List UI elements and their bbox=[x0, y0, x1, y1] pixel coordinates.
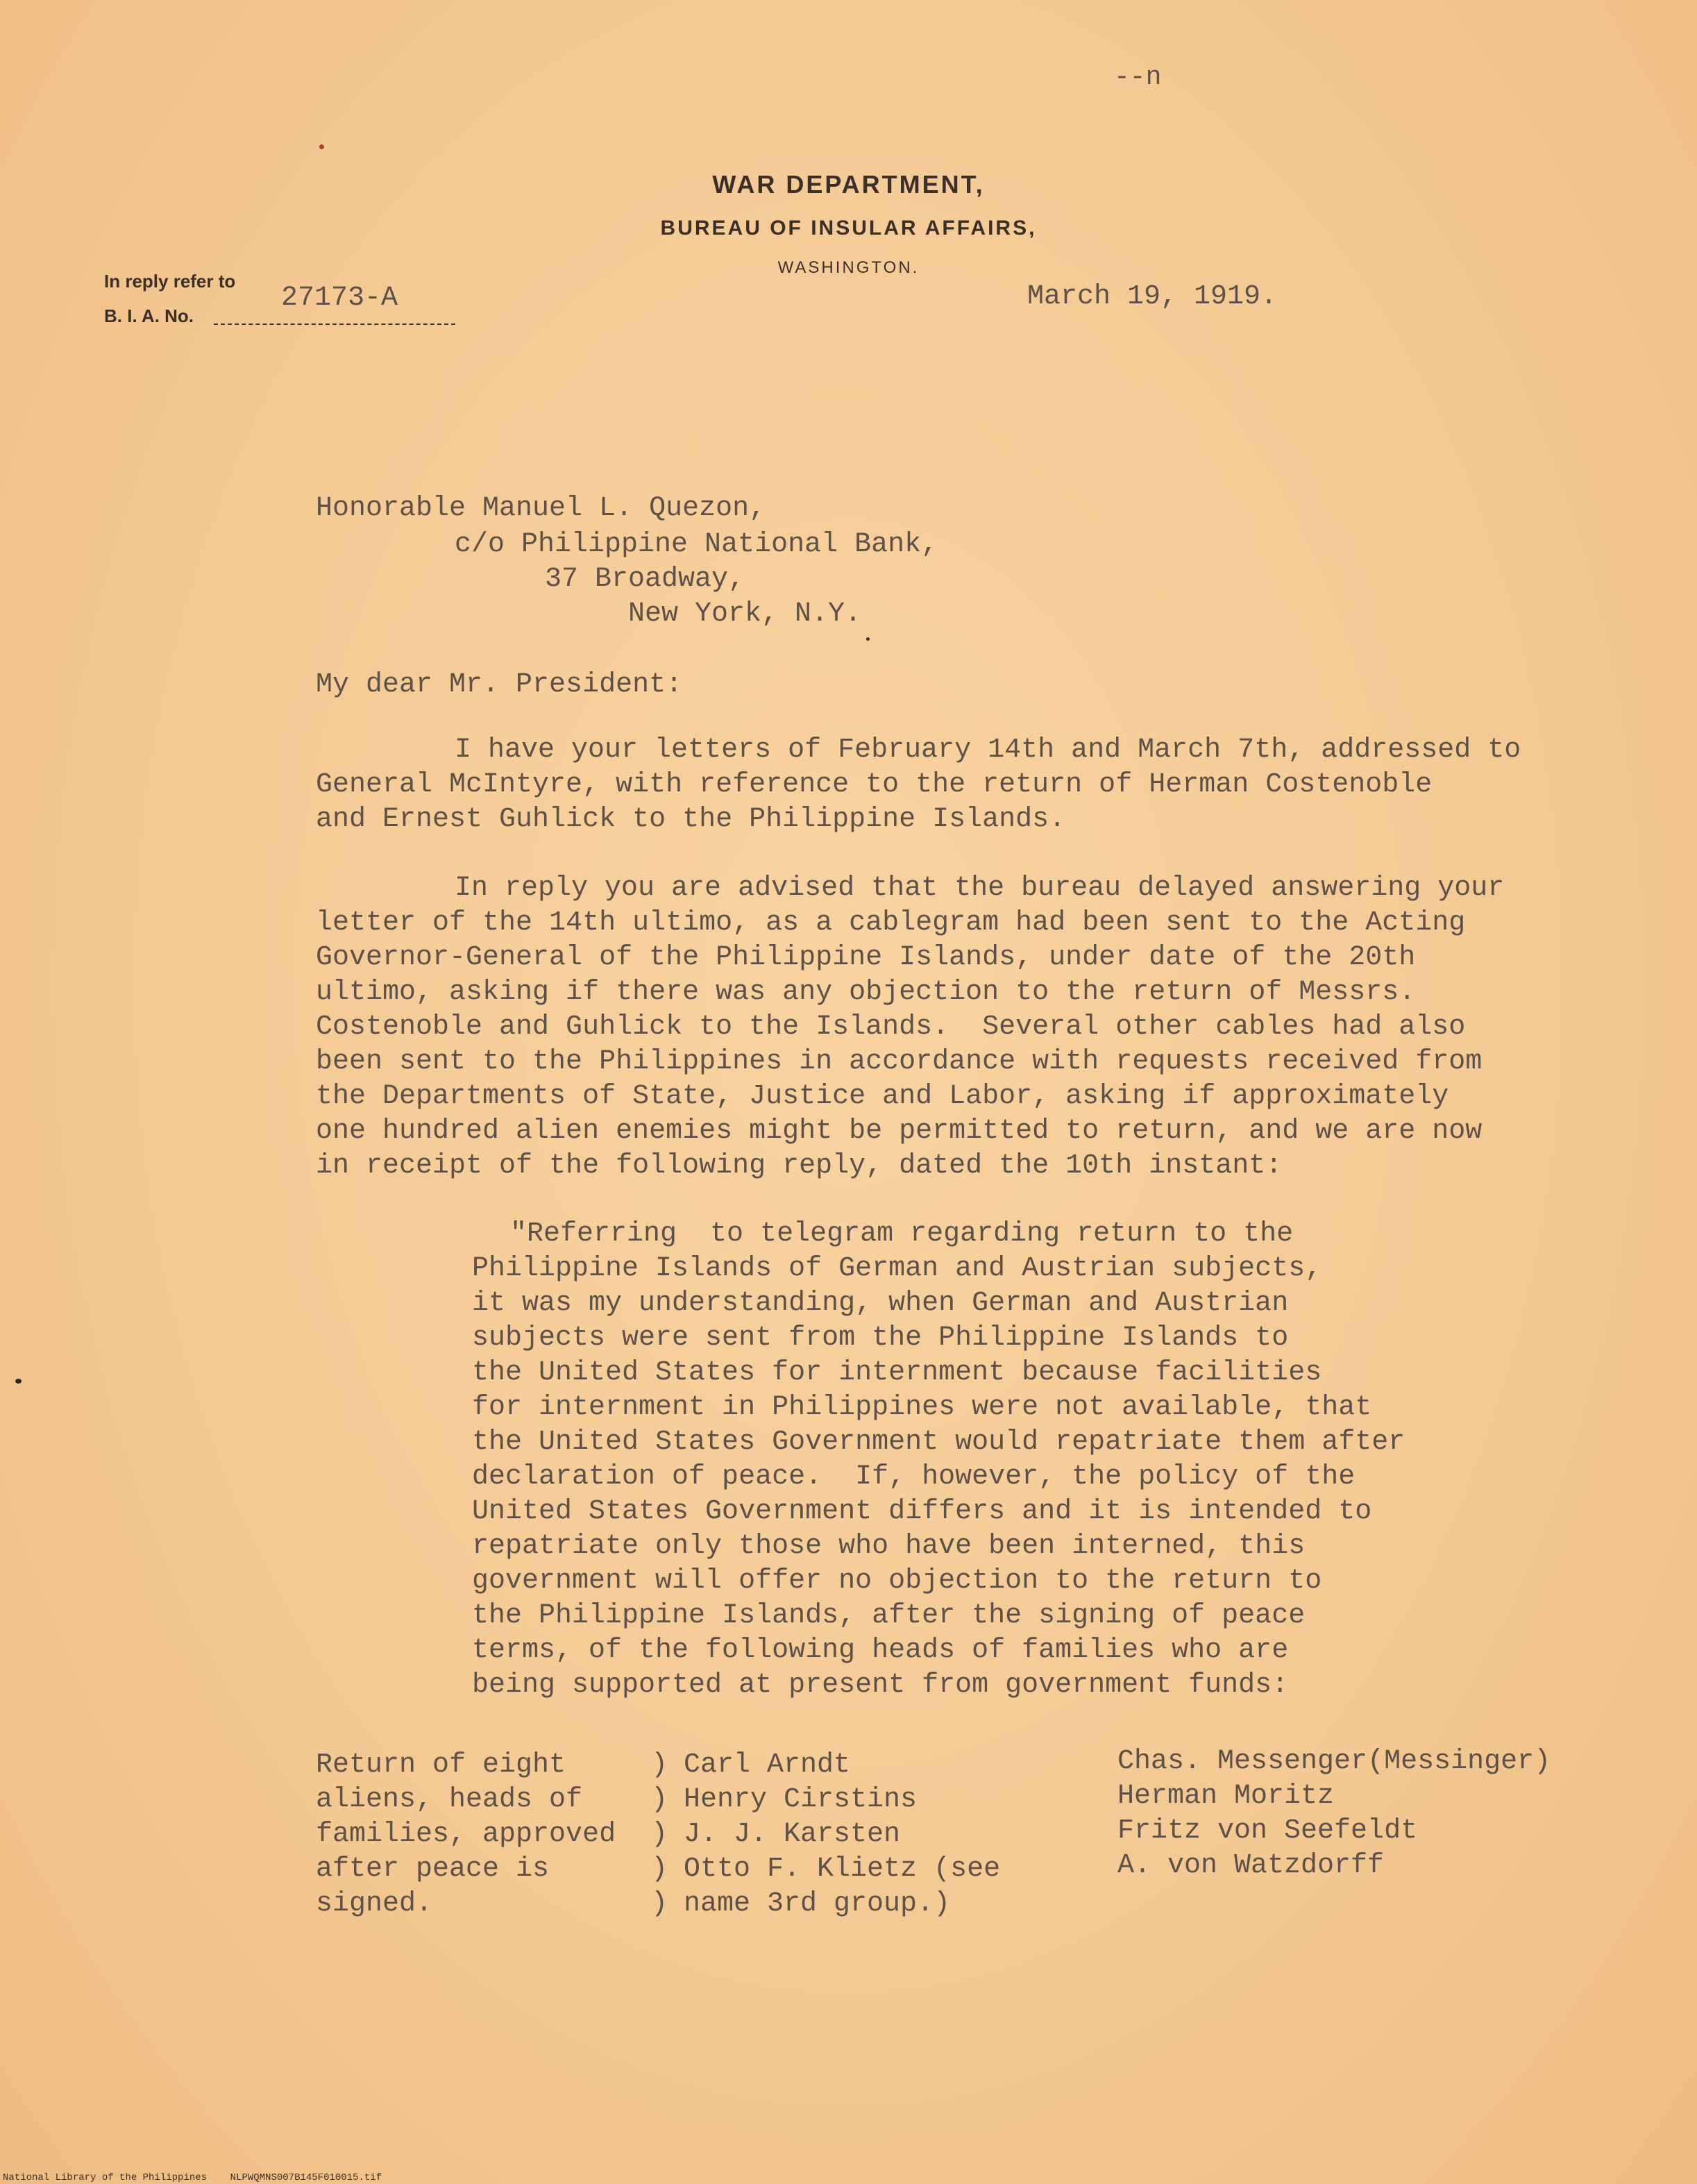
paragraph-line: In reply you are advised that the bureau delayed answering your bbox=[455, 873, 1505, 904]
quote-line: it was my understanding, when German and Austrian bbox=[472, 1288, 1289, 1319]
name-entry: Otto F. Klietz (see bbox=[684, 1854, 1001, 1885]
quote-line: declaration of peace. If, however, the policy of the bbox=[472, 1461, 1356, 1493]
note-line: aliens, heads of bbox=[316, 1784, 583, 1815]
bracket-mark: ) bbox=[651, 1819, 668, 1850]
quote-line: being supported at present from government funds: bbox=[472, 1670, 1289, 1701]
bracket-mark: ) bbox=[651, 1784, 668, 1815]
bia-number: 27173-A bbox=[281, 283, 398, 314]
name-entry: J. J. Karsten bbox=[684, 1819, 901, 1850]
bia-number-label: B. I. A. No. bbox=[104, 305, 194, 326]
paragraph-line: and Ernest Guhlick to the Philippine Islands. bbox=[316, 804, 1066, 835]
letterhead-department: WAR DEPARTMENT, bbox=[712, 170, 985, 199]
ink-speck bbox=[15, 1379, 22, 1384]
quote-line: the United States for internment because facilities bbox=[472, 1357, 1322, 1388]
quote-line: repatriate only those who have been interned, this bbox=[472, 1531, 1306, 1562]
paragraph-line: Costenoble and Guhlick to the Islands. Several other cables had also bbox=[316, 1011, 1466, 1043]
quote-line: the Philippine Islands, after the signing of peace bbox=[472, 1600, 1306, 1631]
paragraph-line: been sent to the Philippines in accordance with requests received from bbox=[316, 1046, 1483, 1077]
quote-line: the United States Government would repatriate them after bbox=[472, 1427, 1405, 1458]
name-entry: A. von Watzdorff bbox=[1117, 1850, 1385, 1881]
quote-line: for internment in Philippines were not available, that bbox=[472, 1392, 1372, 1423]
letterhead-bureau: BUREAU OF INSULAR AFFAIRS, bbox=[660, 217, 1037, 240]
bracket-mark: ) bbox=[651, 1749, 668, 1781]
name-entry: Herman Moritz bbox=[1117, 1781, 1335, 1812]
quote-line: United States Government differs and it is intended to bbox=[472, 1496, 1372, 1527]
archive-footer: National Library of the Philippines NLPWQMNS007B145F010015.tif bbox=[3, 2172, 382, 2183]
quote-line: subjects were sent from the Philippine Islands to bbox=[472, 1322, 1289, 1354]
address-line: New York, N.Y. bbox=[628, 598, 862, 630]
paragraph-line: letter of the 14th ultimo, as a cablegram had been sent to the Acting bbox=[316, 907, 1466, 939]
letter-date: March 19, 1919. bbox=[1027, 281, 1278, 312]
salutation: My dear Mr. President: bbox=[316, 669, 683, 700]
quote-line: Philippine Islands of German and Austrian subjects, bbox=[472, 1253, 1322, 1284]
bracket-mark: ) bbox=[651, 1888, 668, 1920]
quote-line: government will offer no objection to the return to bbox=[472, 1565, 1322, 1597]
paragraph-line: one hundred alien enemies might be permitted to return, and we are now bbox=[316, 1116, 1483, 1147]
reply-reference-label: In reply refer to bbox=[104, 271, 236, 292]
address-line: c/o Philippine National Bank, bbox=[455, 529, 938, 560]
name-entry: Henry Cirstins bbox=[684, 1784, 918, 1815]
paragraph-line: I have your letters of February 14th and March 7th, addressed to bbox=[455, 734, 1521, 766]
note-line: families, approved bbox=[316, 1819, 616, 1850]
address-line: 37 Broadway, bbox=[545, 564, 745, 595]
name-entry: name 3rd group.) bbox=[684, 1888, 951, 1920]
quote-line: "Referring to telegram regarding return to the bbox=[510, 1218, 1294, 1250]
letterhead-city: WASHINGTON. bbox=[777, 258, 920, 277]
address-line: Honorable Manuel L. Quezon, bbox=[316, 493, 766, 524]
ink-speck bbox=[319, 144, 324, 149]
page-mark: --n bbox=[1114, 62, 1162, 92]
paragraph-line: the Departments of State, Justice and Labor, asking if approximately bbox=[316, 1081, 1449, 1112]
note-line: after peace is bbox=[316, 1854, 550, 1885]
quote-line: terms, of the following heads of families who are bbox=[472, 1635, 1289, 1666]
paragraph-line: Governor-General of the Philippine Islands, under date of the 20th bbox=[316, 942, 1416, 973]
name-entry: Chas. Messenger(Messinger) bbox=[1117, 1746, 1551, 1777]
note-line: signed. bbox=[316, 1888, 433, 1920]
note-line: Return of eight bbox=[316, 1749, 566, 1781]
name-entry: Fritz von Seefeldt bbox=[1117, 1815, 1418, 1847]
bracket-mark: ) bbox=[651, 1854, 668, 1885]
paragraph-line: General McIntyre, with reference to the return of Herman Costenoble bbox=[316, 769, 1433, 800]
ink-speck bbox=[866, 637, 870, 641]
bia-number-rule bbox=[214, 324, 455, 325]
paragraph-line: in receipt of the following reply, dated the 10th instant: bbox=[316, 1150, 1283, 1182]
name-entry: Carl Arndt bbox=[684, 1749, 851, 1781]
paragraph-line: ultimo, asking if there was any objection to the return of Messrs. bbox=[316, 977, 1416, 1008]
